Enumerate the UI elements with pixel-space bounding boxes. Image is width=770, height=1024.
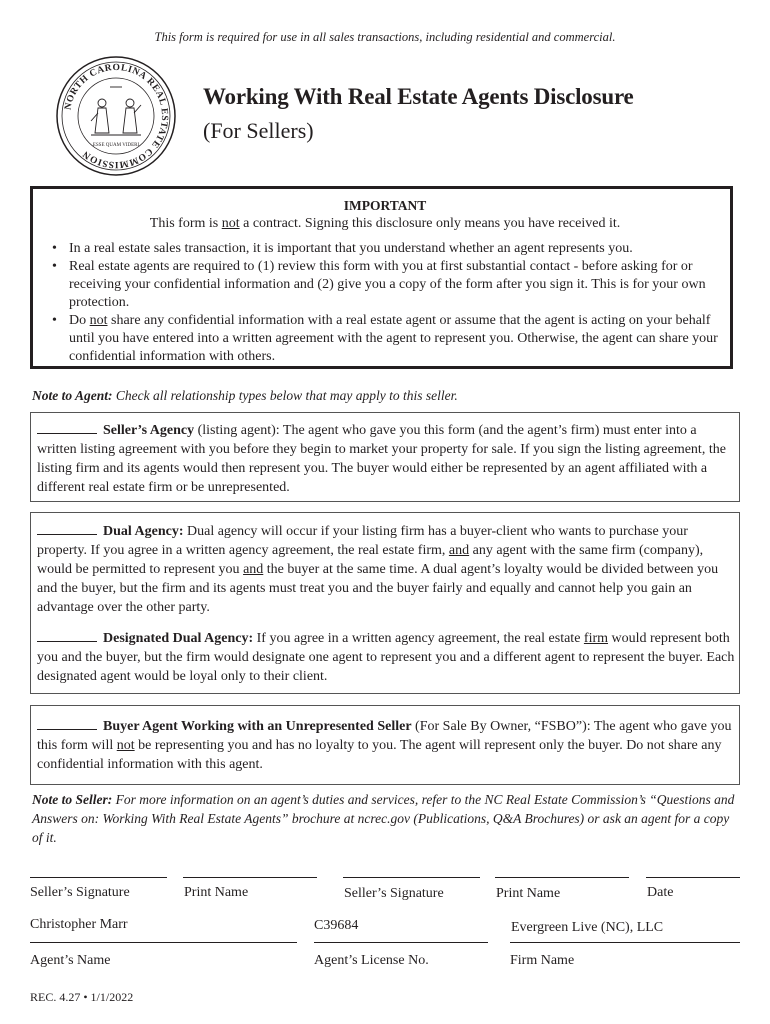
dual-agency-text: Dual Agency: Dual agency will occur if your listing firm has a buyer-client who wants to purchase your property. If you agree in a written agency agreement, the real estate firm, and any agent with the same firm (company), would be permitted to represent you and the buyer at the same time. A dual agent’s loyalty would be divided between you and the buyer, but the firm and its agents must treat you and the buyer fairly and equally and cannot help you gain an advantage over the other party. (37, 524, 719, 615)
firm-name-line (510, 942, 740, 943)
bullet-1: • In a real estate sales transaction, it is important that you understand whether an agent represents you. (52, 240, 732, 258)
print-name-2-label: Print Name (496, 886, 561, 901)
important-bullets (52, 240, 732, 366)
nc-real-estate-commission-seal (55, 55, 177, 177)
dual-agency-checkbox-line[interactable] (37, 522, 97, 535)
buyer-agent-fsbo-text: Buyer Agent Working with an Unrepresented Seller (For Sale By Owner, “FSBO”): The agent who gave you this form will not be representing you and has no loyalty to you. The agent will represent only the buyer. Do not share any confidential information with this agent. (37, 719, 732, 772)
agent-license-value[interactable]: C39684 (314, 918, 359, 933)
agent-name-value[interactable]: Christopher Marr (30, 917, 128, 932)
note-to-agent: Note to Agent: Check all relationship types below that may apply to this seller. (32, 388, 458, 403)
firm-name-label: Firm Name (510, 953, 575, 968)
bullet-2: • Real estate agents are required to (1) review this form with you at first substantial contact - before asking for or receiving your confidential information and (2) give you a copy of the form after you sign it. This is for your own protection. (52, 258, 732, 312)
date-line[interactable] (646, 877, 740, 878)
important-heading: IMPORTANT (343, 198, 427, 213)
page-subtitle: (For Sellers) (203, 118, 314, 143)
page-title: Working With Real Estate Agents Disclosure (203, 84, 634, 109)
seller-signature-2-line[interactable] (343, 877, 480, 878)
agent-license-label: Agent’s License No. (314, 953, 429, 968)
designated-dual-agency-text: Designated Dual Agency: If you agree in a written agency agreement, the real estate firm would represent both you and the buyer, but the firm would designate one agent to represent you and a different agent to represent the buyer. Each designated agent would be loyal only to their client. (37, 631, 735, 684)
top-note: This form is required for use in all sales transactions, including residential and commercial. (154, 30, 616, 44)
sellers-agency-text: Seller’s Agency (listing agent): The agent who gave you this form (and the agent’s firm) must enter into a written listing agreement with you before they begin to market your property for sale. If you sign the listing agreement, the listing firm and its agents would then represent you. The buyer would either be represented by an agent affiliated with a different real estate firm or be unrepresented. (37, 423, 726, 495)
seller-signature-1-label: Seller’s Signature (30, 885, 130, 900)
agent-license-line (314, 942, 488, 943)
date-label: Date (647, 885, 674, 900)
agent-name-line (30, 942, 297, 943)
seller-signature-2-label: Seller’s Signature (344, 886, 444, 901)
svg-text:ESSE QUAM VIDERI: ESSE QUAM VIDERI (92, 143, 140, 148)
print-name-1-line[interactable] (183, 877, 317, 878)
seller-signature-1-line[interactable] (30, 877, 167, 878)
note-to-seller: Note to Seller: For more information on an agent’s duties and services, refer to the NC Real Estate Commission’s “Questions and Answers on: Working With Real Estate Agents” brochure at ncrec.gov (Publications, Q&A Brochures) or ask an agent for a copy of it. (32, 792, 735, 845)
agent-name-label: Agent’s Name (30, 953, 111, 968)
print-name-1-label: Print Name (184, 885, 249, 900)
important-line: This form is not a contract. Signing this disclosure only means you have received it. (149, 216, 621, 231)
designated-dual-agency-checkbox-line[interactable] (37, 629, 97, 642)
bullet-3: • Do not share any confidential information with a real estate agent or assume that the agent is acting on your behalf until you have entered into a written agreement with the agent to represent you. Otherwise, the agent can share your confidential information with others. (52, 312, 732, 366)
firm-name-value[interactable]: Evergreen Live (NC), LLC (511, 920, 664, 935)
print-name-2-line[interactable] (495, 877, 629, 878)
svg-text:NORTH CAROLINA REAL ESTATE COM: NORTH CAROLINA REAL ESTATE COMMISSION (63, 62, 170, 170)
sellers-agency-checkbox-line[interactable] (37, 421, 97, 434)
buyer-agent-fsbo-checkbox-line[interactable] (37, 717, 97, 730)
form-id-footer: REC. 4.27 • 1/1/2022 (30, 990, 134, 1004)
